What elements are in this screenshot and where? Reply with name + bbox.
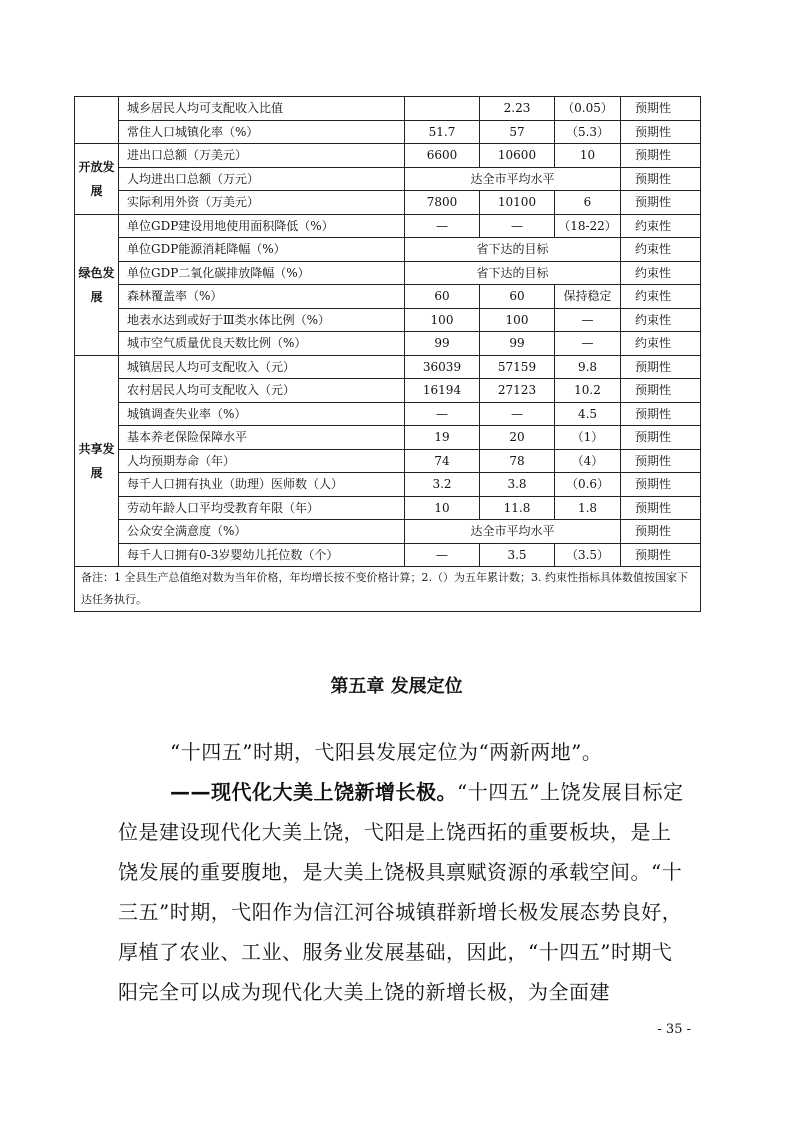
table-row (75, 214, 701, 238)
table-row (75, 120, 701, 144)
table-row (75, 191, 701, 215)
indicator-type: 预期性 (621, 449, 701, 473)
growth-value: 10.2 (555, 379, 621, 403)
category-cell: 开放发展 (75, 144, 119, 215)
target-value: — (480, 214, 555, 238)
growth-value: 10 (555, 144, 621, 168)
table-row (75, 167, 701, 191)
indicator-type: 约束性 (621, 214, 701, 238)
base-value: 10 (405, 496, 480, 520)
indicator-table (74, 96, 701, 612)
body-text (118, 732, 688, 1012)
base-value: 74 (405, 449, 480, 473)
target-value: — (480, 402, 555, 426)
indicator-name: 劳动年龄人口平均受教育年限（年） (119, 496, 405, 520)
table-row (75, 520, 701, 544)
base-value: 60 (405, 285, 480, 309)
indicator-type: 约束性 (621, 308, 701, 332)
indicator-name: 进出口总额（万美元） (119, 144, 405, 168)
indicator-name: 单位GDP建设用地使用面积降低（%） (119, 214, 405, 238)
indicator-name: 城镇调查失业率（%） (119, 402, 405, 426)
indicator-name: 人均预期寿命（年） (119, 449, 405, 473)
target-value: 100 (480, 308, 555, 332)
target-value: 11.8 (480, 496, 555, 520)
indicator-name: 常住人口城镇化率（%） (119, 120, 405, 144)
paragraph-text: “十四五”时期，弋阳县发展定位为“两新两地”。 (170, 740, 603, 764)
growth-value: （4） (555, 449, 621, 473)
indicator-table-container (74, 96, 700, 612)
target-value: 57 (480, 120, 555, 144)
category-cell (75, 97, 119, 144)
growth-value: 保持稳定 (555, 285, 621, 309)
indicator-name: 农村居民人均可支配收入（元） (119, 379, 405, 403)
indicator-name: 每千人口拥有0-3岁婴幼儿托位数（个） (119, 543, 405, 567)
base-value: — (405, 402, 480, 426)
table-row (75, 97, 701, 121)
indicator-type: 约束性 (621, 285, 701, 309)
target-value: 57159 (480, 355, 555, 379)
indicator-name: 森林覆盖率（%） (119, 285, 405, 309)
indicator-name: 城镇居民人均可支配收入（元） (119, 355, 405, 379)
target-value: 3.8 (480, 473, 555, 497)
indicator-type: 预期性 (621, 426, 701, 450)
indicator-name: 每千人口拥有执业（助理）医师数（人） (119, 473, 405, 497)
table-row (75, 332, 701, 356)
table-row (75, 426, 701, 450)
growth-value: 1.8 (555, 496, 621, 520)
table-row (75, 379, 701, 403)
table-row (75, 238, 701, 262)
growth-value: （3.5） (555, 543, 621, 567)
growth-value: 9.8 (555, 355, 621, 379)
indicator-type: 预期性 (621, 402, 701, 426)
growth-value: （18-22） (555, 214, 621, 238)
merged-value: 省下达的目标 (405, 238, 621, 262)
table-row (75, 473, 701, 497)
base-value: — (405, 543, 480, 567)
target-value: 27123 (480, 379, 555, 403)
base-value: 99 (405, 332, 480, 356)
target-value: 99 (480, 332, 555, 356)
base-value (405, 97, 480, 121)
indicator-type: 预期性 (621, 144, 701, 168)
indicator-name: 城乡居民人均可支配收入比值 (119, 97, 405, 121)
indicator-type: 预期性 (621, 355, 701, 379)
target-value: 10600 (480, 144, 555, 168)
growth-value: 4.5 (555, 402, 621, 426)
indicator-type: 约束性 (621, 261, 701, 285)
table-row (75, 449, 701, 473)
target-value: 3.5 (480, 543, 555, 567)
category-cell: 共享发展 (75, 355, 119, 567)
indicator-name: 基本养老保险保障水平 (119, 426, 405, 450)
growth-value: — (555, 308, 621, 332)
target-value: 78 (480, 449, 555, 473)
target-value: 60 (480, 285, 555, 309)
indicator-name: 单位GDP二氧化碳排放降幅（%） (119, 261, 405, 285)
base-value: 3.2 (405, 473, 480, 497)
indicator-type: 预期性 (621, 120, 701, 144)
base-value: 100 (405, 308, 480, 332)
indicator-type: 预期性 (621, 543, 701, 567)
indicator-type: 预期性 (621, 191, 701, 215)
base-value: 7800 (405, 191, 480, 215)
indicator-name: 人均进出口总额（万元） (119, 167, 405, 191)
growth-value: — (555, 332, 621, 356)
indicator-name: 单位GDP能源消耗降幅（%） (119, 238, 405, 262)
base-value: — (405, 214, 480, 238)
merged-value: 省下达的目标 (405, 261, 621, 285)
base-value: 6600 (405, 144, 480, 168)
table-row (75, 496, 701, 520)
growth-value: （5.3） (555, 120, 621, 144)
indicator-name: 城市空气质量优良天数比例（%） (119, 332, 405, 356)
indicator-name: 实际利用外资（万美元） (119, 191, 405, 215)
merged-value: 达全市平均水平 (405, 520, 621, 544)
table-footnote: 备注：1 全县生产总值绝对数为当年价格，年均增长按不变价格计算；2.（）为五年累计数；3. 约束性指标具体数值按国家下达任务执行。 (75, 567, 701, 612)
paragraph (118, 732, 688, 772)
table-row (75, 543, 701, 567)
table-row (75, 308, 701, 332)
indicator-type: 预期性 (621, 496, 701, 520)
base-value: 19 (405, 426, 480, 450)
indicator-type: 约束性 (621, 238, 701, 262)
paragraph (118, 772, 688, 1012)
table-row (75, 261, 701, 285)
indicator-type: 预期性 (621, 97, 701, 121)
indicator-name: 公众安全满意度（%） (119, 520, 405, 544)
target-value: 10100 (480, 191, 555, 215)
chapter-title: 第五章 发展定位 (330, 676, 463, 697)
merged-value: 达全市平均水平 (405, 167, 621, 191)
base-value: 51.7 (405, 120, 480, 144)
growth-value: （0.05） (555, 97, 621, 121)
growth-value: （0.6） (555, 473, 621, 497)
indicator-type: 约束性 (621, 332, 701, 356)
indicator-type: 预期性 (621, 520, 701, 544)
base-value: 16194 (405, 379, 480, 403)
table-row (75, 402, 701, 426)
page-number: - 35 - (657, 1022, 691, 1037)
indicator-type: 预期性 (621, 167, 701, 191)
growth-value: （1） (555, 426, 621, 450)
base-value: 36039 (405, 355, 480, 379)
table-row (75, 355, 701, 379)
table-row (75, 144, 701, 168)
target-value: 20 (480, 426, 555, 450)
indicator-name: 地表水达到或好于Ⅲ类水体比例（%） (119, 308, 405, 332)
table-row (75, 285, 701, 309)
paragraph-bold-lead: ——现代化大美上饶新增长极。 (170, 780, 457, 804)
indicator-type: 预期性 (621, 473, 701, 497)
paragraph-text: “十四五”上饶发展目标定位是建设现代化大美上饶，弋阳是上饶西拓的重要板块，是上饶发展的重要腹地，是大美上饶极具禀赋资源的承载空间。“十三五”时期，弋阳作为信江河谷城镇群新增长极发展态势良好，厚植了农业、工业、服务业发展基础，因此，“十四五”时期弋阳完全可以成为现代化大美上饶的新增长极，为全面建 (118, 780, 684, 1004)
indicator-type: 预期性 (621, 379, 701, 403)
category-cell: 绿色发展 (75, 214, 119, 355)
growth-value: 6 (555, 191, 621, 215)
target-value: 2.23 (480, 97, 555, 121)
